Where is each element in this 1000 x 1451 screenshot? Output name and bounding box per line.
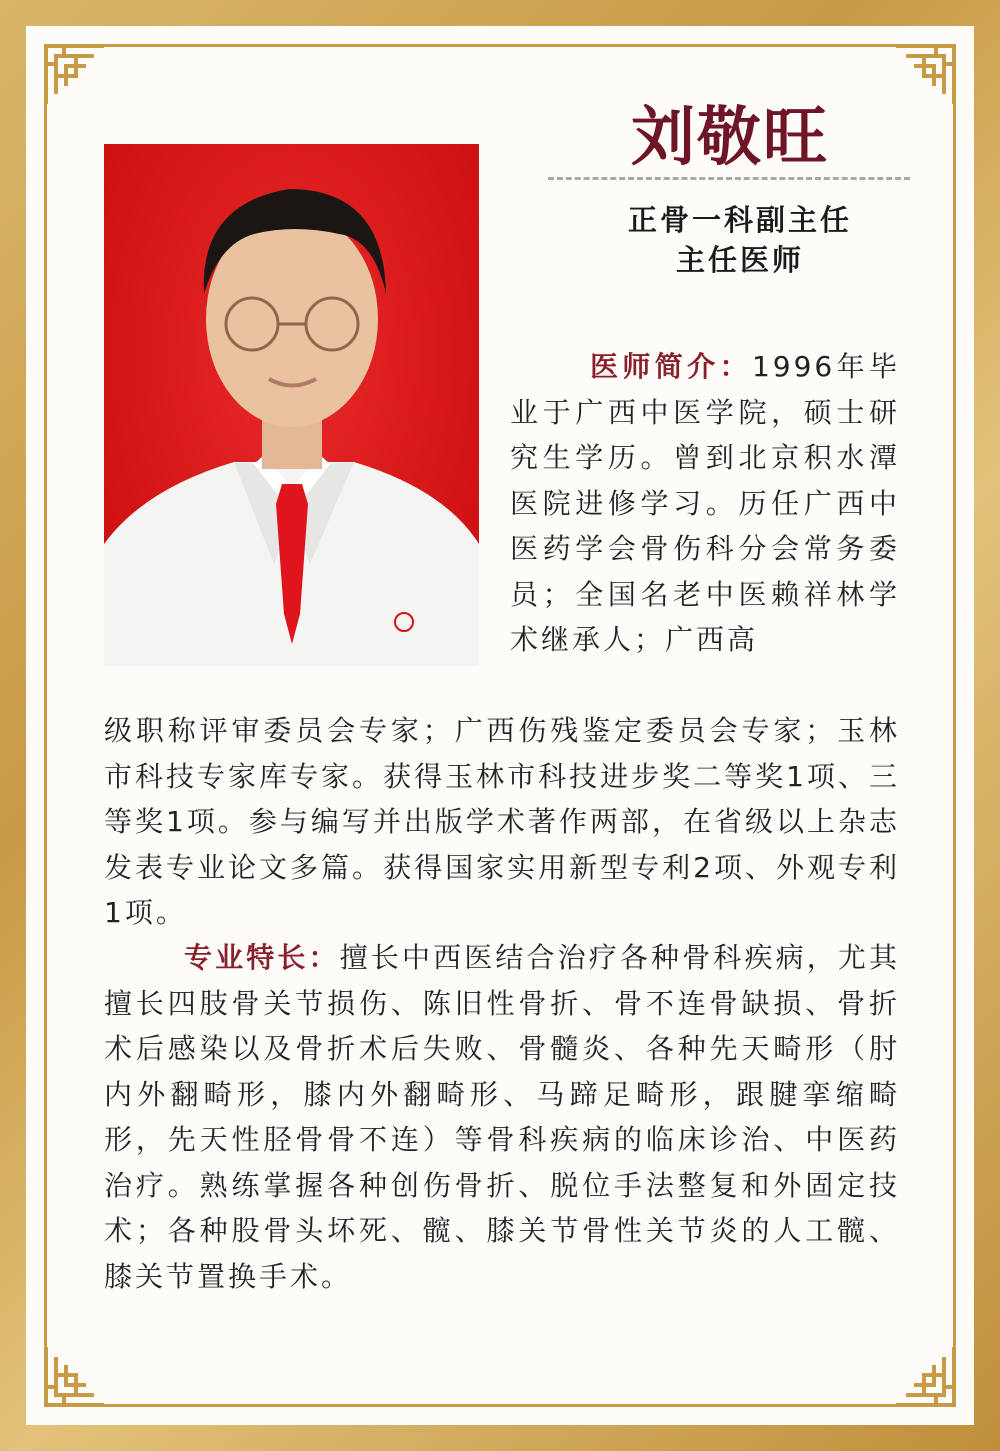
corner-ornament-icon — [44, 44, 106, 106]
specialty-paragraph — [104, 935, 900, 1299]
corner-ornament-icon — [44, 1345, 106, 1407]
intro-text-top: 1996年毕业于广西中医学院，硕士研究生学历。曾到北京积水潭医院进修学习。历任广西中医药学会骨伤科分会常务委员；全国名老中医赖祥林学术继承人；广西高 — [510, 350, 900, 656]
doctor-rank: 主任医师 — [675, 243, 804, 277]
corner-ornament-icon — [894, 44, 956, 106]
doctor-name: 刘敬旺 — [631, 100, 829, 175]
intro-label: 医师简介： — [590, 350, 752, 383]
corner-ornament-icon — [894, 1345, 956, 1407]
doctor-portrait-photo — [104, 144, 479, 666]
intro-paragraph-bottom: 级职称评审委员会专家；广西伤残鉴定委员会专家；玉林市科技专家库专家。获得玉林市科技进步奖二等奖1项、三等奖1项。参与编写并出版学术著作两部，在省级以上杂志发表专业论文多篇。获得国家实用新型专利2项、外观专利1项。 — [104, 714, 900, 929]
dashed-divider — [548, 177, 910, 180]
specialty-text: 擅长中西医结合治疗各种骨科疾病，尤其擅长四肢骨关节损伤、陈旧性骨折、骨不连骨缺损、骨折术后感染以及骨折术后失败、骨髓炎、各种先天畸形（肘内外翻畸形，膝内外翻畸形、马蹄足畸形，跟腱挛缩畸形，先天性胫骨骨不连）等骨科疾病的临床诊治、中医药治疗。熟练掌握各种创伤骨折、脱位手法整复和外固定技术；各种股骨头坏死、髋、膝关节骨性关节炎的人工髋、膝关节置换手术。 — [104, 941, 900, 1293]
doctor-position: 正骨一科副主任 — [627, 203, 852, 237]
intro-paragraph-top — [510, 344, 900, 663]
specialty-label: 专业特长： — [184, 941, 340, 974]
